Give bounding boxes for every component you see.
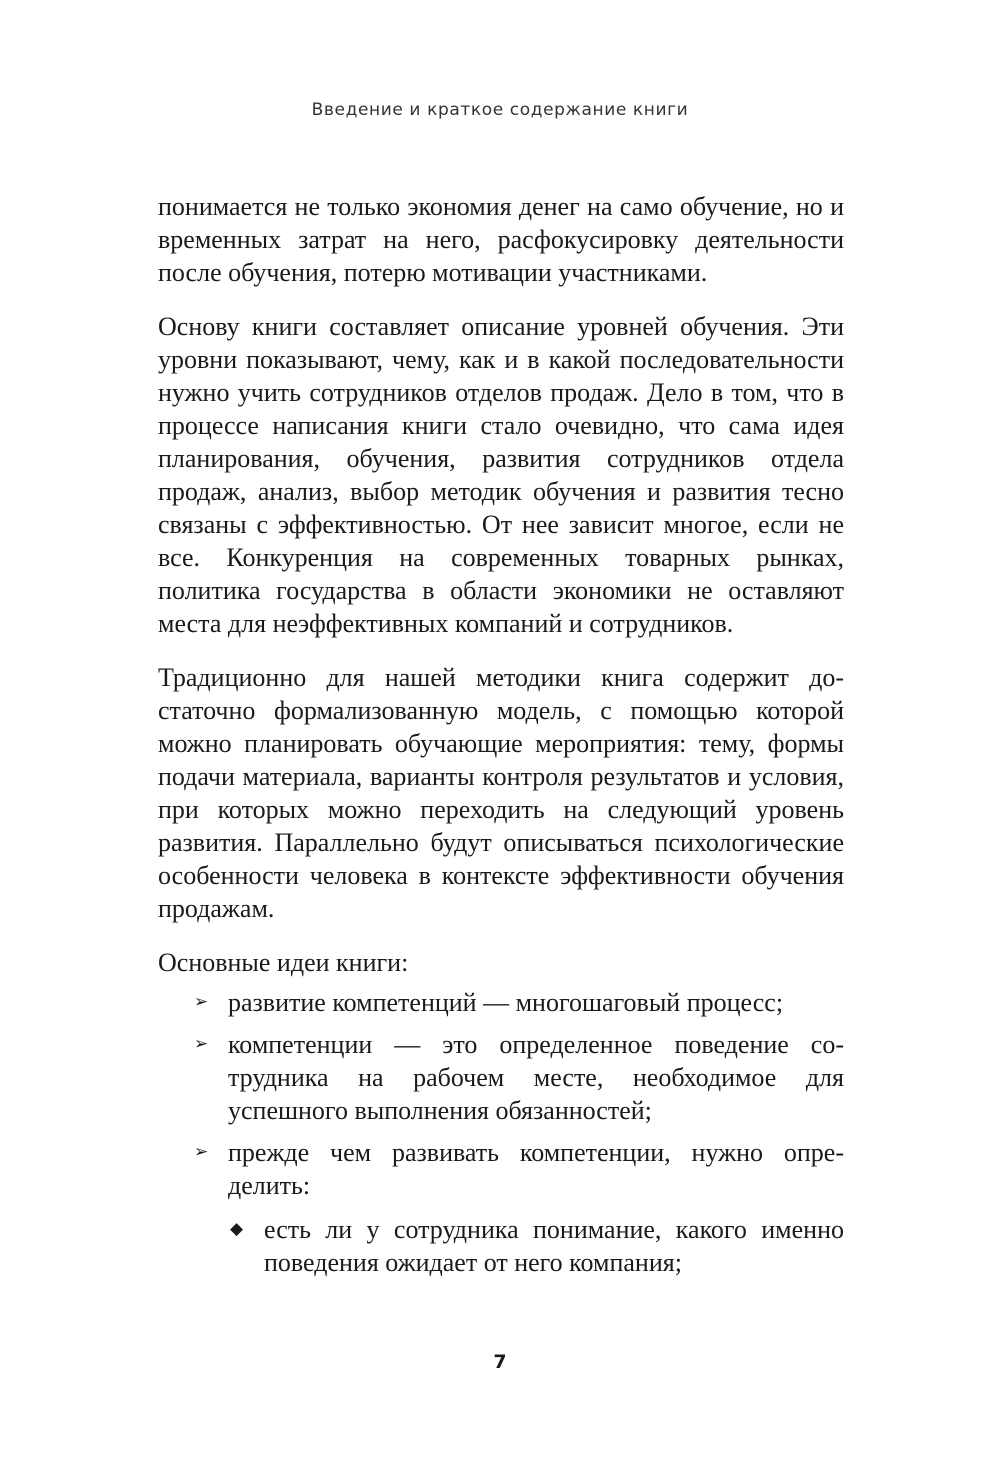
paragraph-1: понимается не только экономия денег на само обучение, но и временных затрат на него, расфокусировку деятельности после обучения, потерю мотивации участниками. bbox=[158, 192, 844, 287]
sub-list-item bbox=[158, 1213, 844, 1279]
sub-list bbox=[158, 1213, 844, 1279]
list-item bbox=[158, 1028, 844, 1127]
list-intro: Основные идеи книги: bbox=[158, 948, 409, 977]
running-header: Введение и краткое содержание книги bbox=[311, 100, 689, 120]
page-body bbox=[158, 190, 844, 1288]
diamond-bullet-icon: ◆ bbox=[230, 1219, 244, 1239]
paragraph-2: Основу книги составляет описание уровней обучения. Эти уровни показывают, чему, как и в какой последовательности нужно учить сотрудников отделов продаж. Дело в том, что в процессе написания книги стало очевидно, что сама идея планирования, обучения, развития сотрудников отдела продаж, анализ, выбор методик обучения и развития тесно связаны с эффективностью. От нее зависит многое, если не все. Конкуренция на современных товарных рынках, политика государства в области экономики не оставляют места для неэффективных компаний и сотрудников. bbox=[158, 312, 844, 638]
arrow-bullet-icon: ➢ bbox=[194, 1142, 209, 1162]
arrow-bullet-icon: ➢ bbox=[194, 992, 209, 1012]
list-item bbox=[158, 1136, 844, 1279]
list-item bbox=[158, 986, 844, 1019]
sub-list-item-text: есть ли у сотрудника понимание, какого именно поведения ожидает от него компания; bbox=[264, 1215, 844, 1277]
main-ideas-list bbox=[158, 986, 844, 1279]
arrow-bullet-icon: ➢ bbox=[194, 1034, 209, 1054]
list-item-text: прежде чем развивать компетенции, нужно определить: bbox=[228, 1138, 844, 1200]
paragraph-3: Традиционно для нашей методики книга содержит достаточно формализованную модель, с помощью которой можно планировать обучающие мероприятия: тему, формы подачи материала, варианты контроля результатов и условия, при которых можно переходить на следующий уровень развития. Параллельно будут описываться психологические особенности человека в контексте эффективности обучения продажам. bbox=[158, 663, 844, 923]
list-item-text: компетенции — это определенное поведение сотрудника на рабочем месте, необходимое для успешного выполнения обязанностей; bbox=[228, 1030, 844, 1125]
page-number: 7 bbox=[493, 1351, 507, 1373]
list-item-text: развитие компетенций — многошаговый процесс; bbox=[228, 988, 784, 1017]
